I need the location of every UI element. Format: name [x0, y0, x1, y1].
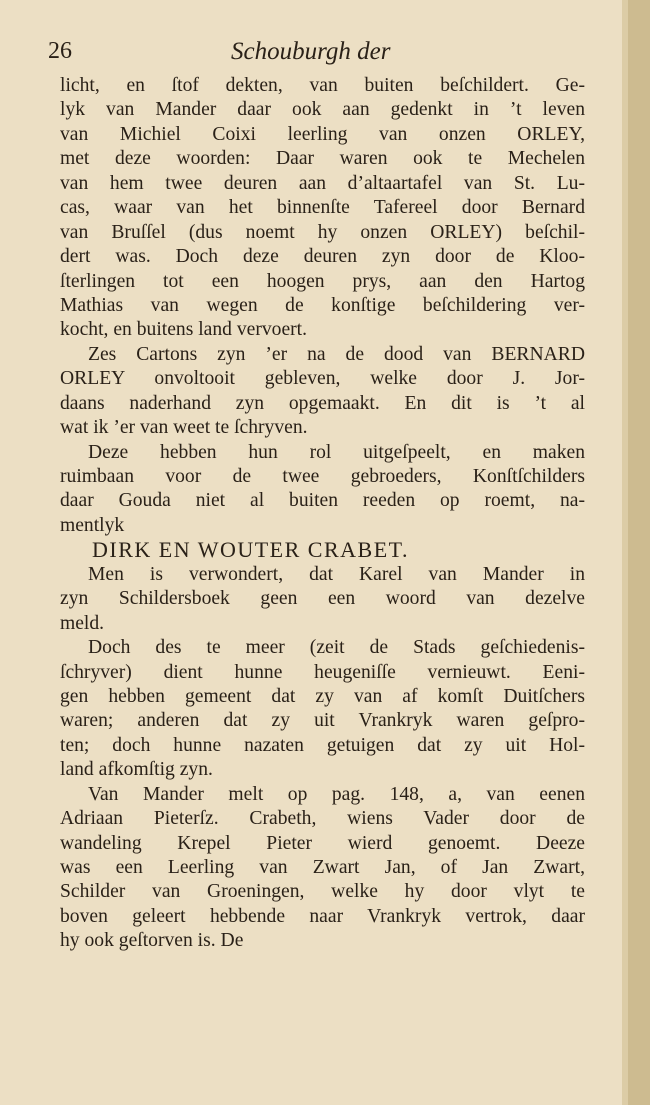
text-line: land afkomſtig zyn.	[60, 759, 213, 781]
text-line: waren; anderen dat zy uit Vrankryk waren geſpro-	[60, 710, 585, 732]
text-line: met deze woorden: Daar waren ook te Mechelen	[60, 148, 585, 170]
text-line: Deze hebben hun rol uitgeſpeelt, en maken	[88, 441, 585, 463]
text-line: Schilder van Groeningen, welke hy door vlyt te	[60, 881, 585, 903]
text-line: van Michiel Coixi leerling van onzen ORLEY,	[60, 123, 585, 145]
text-line: was een Leerling van Zwart Jan, of Jan Zwart,	[60, 857, 585, 878]
text-line: gen hebben gemeent dat zy van af komſt Duitſchers	[60, 685, 585, 707]
page-number: 26	[48, 38, 72, 64]
text-line: daans naderhand zyn opgemaakt. En dit is ’t al	[60, 392, 585, 414]
text-line: Adriaan Pieterſz. Crabeth, wiens Vader door de	[60, 808, 585, 830]
text-line: ten; doch hunne nazaten getuigen dat zy uit Hol-	[60, 734, 585, 756]
text-line: van hem twee deuren aan d’altaartafel van St. Lu-	[60, 172, 585, 194]
text-line: meld.	[60, 612, 105, 634]
text-line: licht, en ſtof dekten, van buiten beſchildert. Ge-	[60, 75, 585, 96]
text-line: wandeling Krepel Pieter wierd genoemt. Deeze	[60, 832, 585, 854]
text-line: kocht, en buitens land vervoert.	[60, 319, 308, 341]
page-edge	[628, 0, 650, 1105]
page-header	[48, 38, 588, 68]
text-line: Men is verwondert, dat Karel van Mander in	[88, 563, 585, 585]
text-line: ruimbaan voor de twee gebroeders, Konſtſchilders	[60, 466, 585, 487]
text-line: dert was. Doch deze deuren zyn door de Kloo-	[60, 246, 585, 268]
text-line: Mathias van wegen de konſtige beſchildering ver-	[60, 294, 585, 316]
text-line: hy ook geſtorven is. De	[60, 930, 244, 952]
text-line: wat ik ’er van weet te ſchryven.	[60, 417, 308, 439]
text-line: zyn Schildersboek geen een woord van dezelve	[60, 588, 585, 610]
section-heading: DIRK EN WOUTER CRABET.	[92, 537, 409, 563]
text-line: ORLEY onvoltooit gebleven, welke door J. Jor-	[60, 368, 585, 390]
running-title: Schouburgh der	[231, 38, 391, 65]
text-line: Zes Cartons zyn ’er na de dood van BERNARD	[88, 343, 585, 365]
text-line: Van Mander melt op pag. 148, a, van eenen	[88, 783, 585, 805]
text-line: boven geleert hebbende naar Vrankryk vertrok, daar	[60, 905, 585, 927]
text-line: daar Gouda niet al buiten reeden op roemt, na-	[60, 490, 585, 512]
text-line: lyk van Mander daar ook aan gedenkt in ’t leven	[60, 99, 585, 121]
text-line: cas, waar van het binnenſte Tafereel door Bernard	[60, 197, 585, 219]
text-line: van Bruſſel (dus noemt hy onzen ORLEY) beſchil-	[60, 221, 585, 243]
text-line: ſchryver) dient hunne heugeniſſe vernieuwt. Eeni-	[60, 661, 585, 683]
body-text	[60, 74, 585, 954]
text-line: ſterlingen tot een hoogen prys, aan den Hartog	[60, 270, 585, 292]
text-line: mentlyk	[60, 514, 125, 536]
text-line: Doch des te meer (zeit de Stads geſchiedenis-	[88, 637, 585, 659]
